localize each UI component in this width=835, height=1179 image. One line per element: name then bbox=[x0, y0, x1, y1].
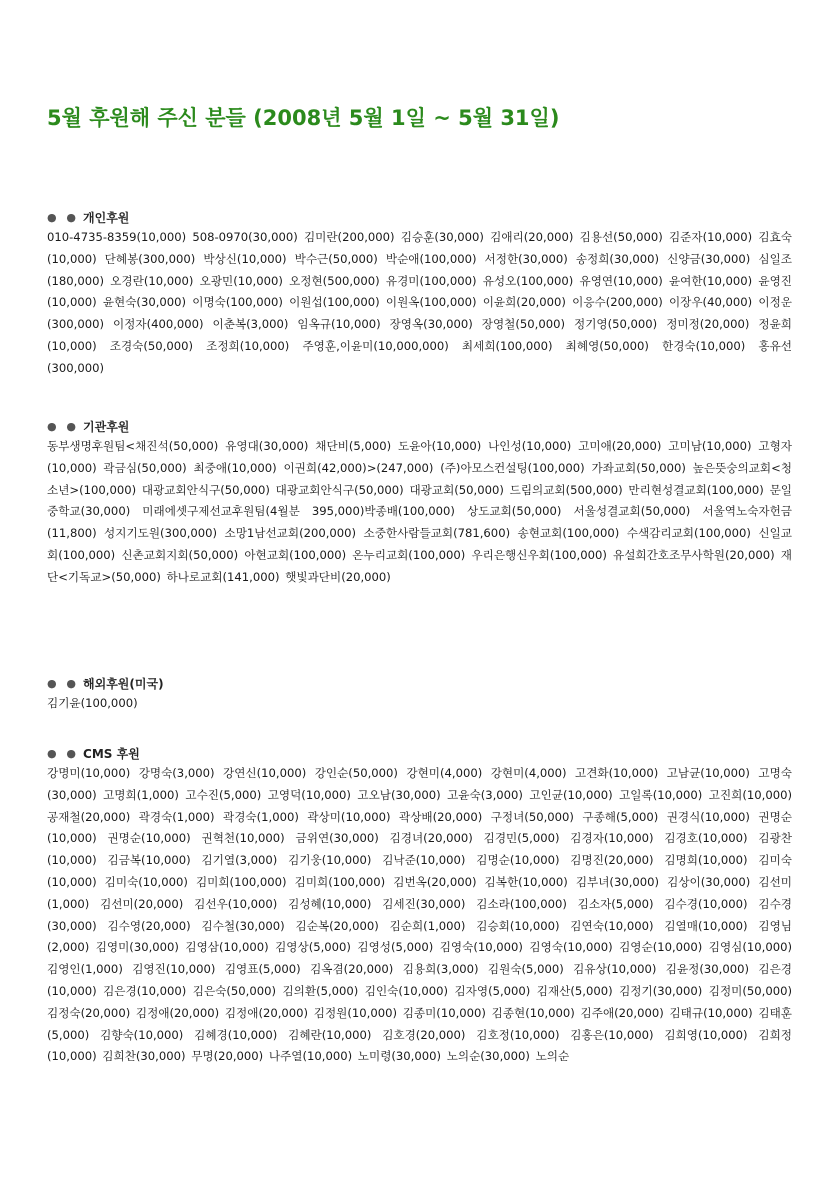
donor-list: 강명미(10,000) 강명숙(3,000) 강연신(10,000) 강인순(50,000) 강현미(4,000) 강현미(4,000) 고견화(10,000) 고남균(10,000) 고명숙(30,000) 고명희(1,000) 고수진(5,000) 고영덕(10,000) 고오남(30,000) 고윤숙(3,000) 고인균(10,000) 고일록(10,000) 고진희(10,000) 공재철(20,000) 곽경숙(1,000) 곽경숙(1,000) 곽상미(10,000) 곽상배(20,000) 구정녀(50,000) 구종해(5,000) 권경식(10,000) 권명순(10,000) 권명순(10,000) 권혁천(10,000) 금위연(30,000) 김경녀(20,000) 김경민(5,000) 김경자(10,000) 김경호(10,000) 김광찬(10,000) 김금복(10,000) 김기열(3,000) 김기웅(10,000) 김낙준(10,000) 김명순(10,000) 김명진(20,000) 김명희(10,000) 김미숙(10,000) 김미숙(10,000) 김미희(100,000) 김미희(100,000) 김번옥(20,000) 김복한(10,000) 김부녀(30,000) 김상이(30,000) 김선미(1,000) 김선미(20,000) 김선우(10,000) 김성혜(10,000) 김세진(30,000) 김소라(100,000) 김소자(5,000) 김수경(10,000) 김수경(30,000) 김수영(20,000) 김수철(30,000) 김순복(20,000) 김순희(1,000) 김승회(10,000) 김연숙(10,000) 김열매(10,000) 김영님(2,000) 김영미(30,000) 김영삼(10,000) 김영상(5,000) 김영성(5,000) 김영숙(10,000) 김영숙(10,000) 김영순(10,000) 김영심(10,000) 김영인(1,000) 김영진(10,000) 김영표(5,000) 김옥겸(20,000) 김용희(3,000) 김원숙(5,000) 김유상(10,000) 김윤정(30,000) 김은경(10,000) 김은경(10,000) 김은숙(50,000) 김의환(5,000) 김인숙(10,000) 김자영(5,000) 김재산(5,000) 김정기(30,000) 김정미(50,000) 김정숙(20,000) 김정애(20,000) 김정애(20,000) 김정원(10,000) 김종미(10,000) 김종현(10,000) 김주애(20,000) 김태규(10,000) 김태훈(5,000) 김향숙(10,000) 김혜경(10,000) 김혜란(10,000) 김호경(20,000) 김호정(10,000) 김홍은(10,000) 김희영(10,000) 김희정(10,000) 김희찬(30,000) 무명(20,000) 나주열(10,000) 노미령(30,000) 노의순(30,000) 노의순 bbox=[47, 766, 792, 1064]
bullet-icon: ● ● bbox=[47, 746, 80, 760]
section-heading bbox=[47, 743, 792, 763]
section-individual-donors bbox=[47, 207, 792, 380]
section-heading bbox=[47, 416, 792, 436]
bullet-icon: ● ● bbox=[47, 419, 80, 433]
section-cms-donors bbox=[47, 743, 792, 1068]
donor-list: 010-4735-8359(10,000) 508-0970(30,000) 김미란(200,000) 김승훈(30,000) 김애리(20,000) 김용선(50,000) 김준자(10,000) 김효숙(10,000) 단혜봉(300,000) 박상신(10,000) 박수근(50,000) 박순애(100,000) 서정한(30,000) 송정희(30,000) 신양금(30,000) 심일조(180,000) 오경란(10,000) 오광민(10,000) 오정현(500,000) 유경미(100,000) 유성오(100,000) 유영연(10,000) 윤여한(10,000) 윤영진(10,000) 윤현숙(30,000) 이명숙(100,000) 이원섭(100,000) 이원옥(100,000) 이윤희(20,000) 이응수(200,000) 이장우(40,000) 이정운(300,000) 이정자(400,000) 이춘복(3,000) 임옥규(10,000) 장영옥(30,000) 장영철(50,000) 정기영(50,000) 정미정(20,000) 정윤희(10,000) 조경숙(50,000) 조정희(10,000) 주영훈,이윤미(10,000,000) 최세희(100,000) 최혜영(50,000) 한경숙(10,000) 홍유선(300,000) bbox=[47, 230, 792, 375]
section-heading-label: 기관후원 bbox=[83, 419, 130, 434]
bullet-icon: ● ● bbox=[47, 210, 80, 224]
section-heading bbox=[47, 207, 792, 227]
bullet-icon: ● ● bbox=[47, 676, 80, 690]
section-heading-label: CMS 후원 bbox=[83, 746, 140, 761]
section-organization-donors bbox=[47, 416, 792, 589]
section-overseas-donors bbox=[47, 673, 792, 715]
donor-list: 동부생명후원팀<채진석(50,000) 유영대(30,000) 채단비(5,000) 도윤아(10,000) 나인성(10,000) 고미애(20,000) 고미남(10,000) 고형자(10,000) 곽금심(50,000) 최중애(10,000) 이권희(42,000)>(247,000) (주)아모스컨설팅(100,000) 가좌교회(50,000) 높은뜻숭의교회<청소년>(100,000) 대광교회안식구(50,000) 대광교회안식구(50,000) 대광교회(50,000) 드림의교회(500,000) 만리현성결교회(100,000) 문일중학교(30,000) 미래에셋구제선교후원팀(4월분 395,000)박종배(100,000) 상도교회(50,000) 서울성결교회(50,000) 서울역노숙자헌금(11,800) 성지기도원(300,000) 소망1남선교회(200,000) 소중한사람들교회(781,600) 송현교회(100,000) 수색감리교회(100,000) 신일교회(100,000) 신촌교회지회(50,000) 아현교회(100,000) 온누리교회(100,000) 우리은행신우회(100,000) 유설희간호조무사학원(20,000) 재단<기독교>(50,000) 하나로교회(141,000) 햇빛과단비(20,000) bbox=[47, 439, 792, 584]
donor-list: 김기윤(100,000) bbox=[47, 696, 138, 710]
page-title: 5월 후원해 주신 분들 (2008년 5월 1일 ~ 5월 31일) bbox=[47, 106, 560, 130]
section-heading bbox=[47, 673, 792, 693]
section-heading-label: 개인후원 bbox=[83, 210, 130, 225]
section-heading-label: 해외후원(미국) bbox=[83, 676, 164, 691]
